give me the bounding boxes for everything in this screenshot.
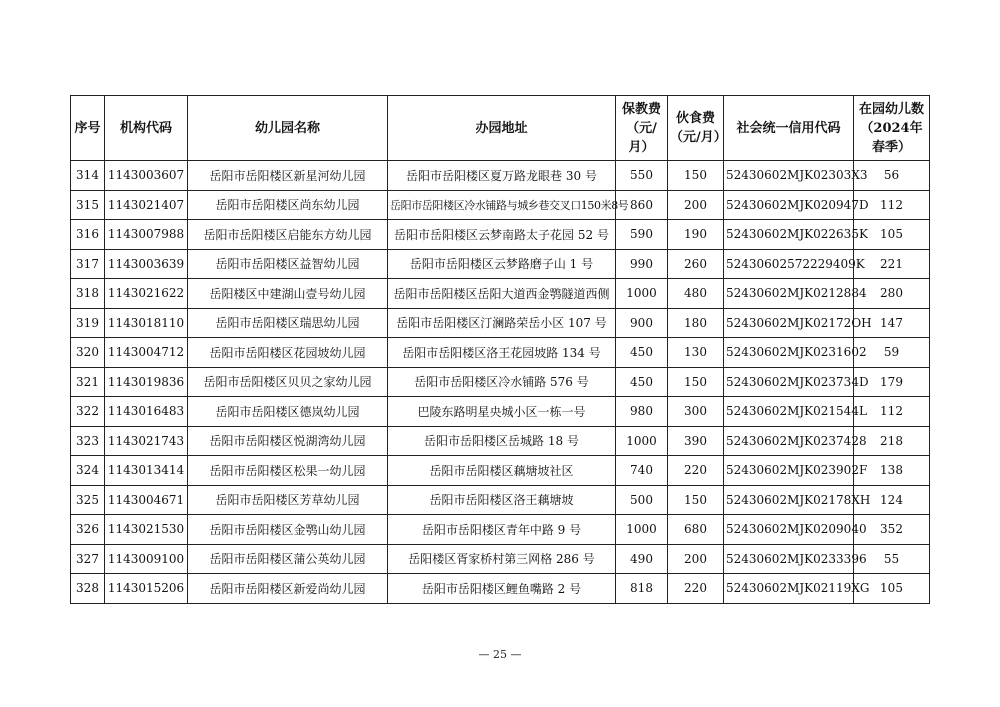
table-row xyxy=(71,308,930,338)
cell-seq: 327 xyxy=(71,544,105,574)
cell-enrolled: 147 xyxy=(854,308,930,338)
cell-seq: 324 xyxy=(71,456,105,486)
table-row xyxy=(71,574,930,604)
cell-enrolled: 221 xyxy=(854,249,930,279)
cell-code: 1143019836 xyxy=(105,367,188,397)
header-tuition: 保教费（元/月） xyxy=(616,96,668,161)
cell-credit: 52430602MJK023734D xyxy=(724,367,854,397)
cell-name: 岳阳市岳阳楼区德岚幼儿园 xyxy=(188,397,388,427)
cell-address: 岳阳市岳阳楼区岳城路 18 号 xyxy=(388,426,616,456)
cell-meal: 390 xyxy=(668,426,724,456)
table-row xyxy=(71,220,930,250)
cell-credit: 52430602MJK0233396 xyxy=(724,544,854,574)
cell-code: 1143021407 xyxy=(105,190,188,220)
cell-address: 岳阳市岳阳楼区洛王藕塘坡 xyxy=(388,485,616,515)
cell-enrolled: 105 xyxy=(854,220,930,250)
cell-tuition: 1000 xyxy=(616,426,668,456)
cell-tuition: 490 xyxy=(616,544,668,574)
cell-name: 岳阳市岳阳楼区新爱尚幼儿园 xyxy=(188,574,388,604)
cell-code: 1143009100 xyxy=(105,544,188,574)
cell-enrolled: 280 xyxy=(854,279,930,309)
table-row xyxy=(71,249,930,279)
cell-tuition: 450 xyxy=(616,367,668,397)
cell-tuition: 990 xyxy=(616,249,668,279)
cell-enrolled: 56 xyxy=(854,161,930,191)
cell-tuition: 550 xyxy=(616,161,668,191)
table-row xyxy=(71,426,930,456)
cell-name: 岳阳市岳阳楼区金鹗山幼儿园 xyxy=(188,515,388,545)
cell-credit: 52430602MJK0237428 xyxy=(724,426,854,456)
cell-enrolled: 124 xyxy=(854,485,930,515)
cell-name: 岳阳市岳阳楼区启能东方幼儿园 xyxy=(188,220,388,250)
cell-meal: 480 xyxy=(668,279,724,309)
cell-tuition: 1000 xyxy=(616,515,668,545)
cell-enrolled: 112 xyxy=(854,397,930,427)
cell-seq: 321 xyxy=(71,367,105,397)
cell-code: 1143018110 xyxy=(105,308,188,338)
cell-meal: 680 xyxy=(668,515,724,545)
cell-credit: 52430602572229409K xyxy=(724,249,854,279)
cell-name: 岳阳楼区中建湖山壹号幼儿园 xyxy=(188,279,388,309)
cell-seq: 315 xyxy=(71,190,105,220)
cell-credit: 52430602MJK02178XH xyxy=(724,485,854,515)
cell-tuition: 980 xyxy=(616,397,668,427)
cell-name: 岳阳市岳阳楼区花园坡幼儿园 xyxy=(188,338,388,368)
cell-tuition: 818 xyxy=(616,574,668,604)
cell-name: 岳阳市岳阳楼区松果一幼儿园 xyxy=(188,456,388,486)
cell-name: 岳阳市岳阳楼区芳草幼儿园 xyxy=(188,485,388,515)
cell-meal: 200 xyxy=(668,544,724,574)
cell-code: 1143003607 xyxy=(105,161,188,191)
table-row xyxy=(71,338,930,368)
cell-address: 岳阳楼区胥家桥村第三网格 286 号 xyxy=(388,544,616,574)
table-row xyxy=(71,279,930,309)
cell-code: 1143003639 xyxy=(105,249,188,279)
cell-seq: 318 xyxy=(71,279,105,309)
cell-code: 1143021530 xyxy=(105,515,188,545)
header-code: 机构代码 xyxy=(105,96,188,161)
cell-tuition: 590 xyxy=(616,220,668,250)
cell-meal: 300 xyxy=(668,397,724,427)
cell-code: 1143004671 xyxy=(105,485,188,515)
cell-seq: 325 xyxy=(71,485,105,515)
page-number: — 25 — xyxy=(478,648,522,661)
cell-credit: 52430602MJK02303X3 xyxy=(724,161,854,191)
cell-name: 岳阳市岳阳楼区新星河幼儿园 xyxy=(188,161,388,191)
table-row xyxy=(71,515,930,545)
cell-name: 岳阳市岳阳楼区尚东幼儿园 xyxy=(188,190,388,220)
cell-name: 岳阳市岳阳楼区瑞思幼儿园 xyxy=(188,308,388,338)
table-row xyxy=(71,397,930,427)
cell-enrolled: 352 xyxy=(854,515,930,545)
cell-name: 岳阳市岳阳楼区益智幼儿园 xyxy=(188,249,388,279)
cell-tuition: 740 xyxy=(616,456,668,486)
table-row xyxy=(71,190,930,220)
cell-credit: 52430602MJK02172OH xyxy=(724,308,854,338)
cell-meal: 260 xyxy=(668,249,724,279)
cell-address: 岳阳市岳阳楼区冷水铺路与城乡巷交叉口150米8号 xyxy=(388,190,616,220)
table-row xyxy=(71,161,930,191)
cell-enrolled: 179 xyxy=(854,367,930,397)
cell-meal: 150 xyxy=(668,161,724,191)
cell-address: 岳阳市岳阳楼区云梦南路太子花园 52 号 xyxy=(388,220,616,250)
cell-code: 1143021743 xyxy=(105,426,188,456)
cell-seq: 326 xyxy=(71,515,105,545)
cell-tuition: 860 xyxy=(616,190,668,220)
cell-name: 岳阳市岳阳楼区贝贝之家幼儿园 xyxy=(188,367,388,397)
cell-credit: 52430602MJK0231602 xyxy=(724,338,854,368)
table-body xyxy=(71,161,930,604)
cell-code: 1143016483 xyxy=(105,397,188,427)
cell-credit: 52430602MJK0209040 xyxy=(724,515,854,545)
cell-address: 岳阳市岳阳楼区岳阳大道西金鹗隧道西侧 xyxy=(388,279,616,309)
cell-code: 1143004712 xyxy=(105,338,188,368)
cell-meal: 180 xyxy=(668,308,724,338)
cell-meal: 200 xyxy=(668,190,724,220)
cell-address: 岳阳市岳阳楼区夏万路龙眼巷 30 号 xyxy=(388,161,616,191)
cell-seq: 323 xyxy=(71,426,105,456)
kindergarten-table xyxy=(70,95,930,604)
header-name: 幼儿园名称 xyxy=(188,96,388,161)
cell-enrolled: 138 xyxy=(854,456,930,486)
cell-address: 岳阳市岳阳楼区云梦路磨子山 1 号 xyxy=(388,249,616,279)
table-row xyxy=(71,485,930,515)
cell-seq: 319 xyxy=(71,308,105,338)
cell-tuition: 900 xyxy=(616,308,668,338)
cell-address: 岳阳市岳阳楼区洛王花园坡路 134 号 xyxy=(388,338,616,368)
cell-code: 1143013414 xyxy=(105,456,188,486)
table-row xyxy=(71,544,930,574)
header-credit: 社会统一信用代码 xyxy=(724,96,854,161)
cell-meal: 220 xyxy=(668,574,724,604)
cell-enrolled: 112 xyxy=(854,190,930,220)
header-seq: 序号 xyxy=(71,96,105,161)
cell-meal: 130 xyxy=(668,338,724,368)
cell-tuition: 450 xyxy=(616,338,668,368)
cell-credit: 52430602MJK020947D xyxy=(724,190,854,220)
cell-tuition: 1000 xyxy=(616,279,668,309)
cell-meal: 190 xyxy=(668,220,724,250)
cell-seq: 317 xyxy=(71,249,105,279)
cell-seq: 314 xyxy=(71,161,105,191)
header-enrolled: 在园幼儿数（2024年春季） xyxy=(854,96,930,161)
cell-meal: 220 xyxy=(668,456,724,486)
cell-credit: 52430602MJK022635K xyxy=(724,220,854,250)
table-row xyxy=(71,456,930,486)
cell-seq: 328 xyxy=(71,574,105,604)
cell-enrolled: 218 xyxy=(854,426,930,456)
header-meal: 伙食费（元/月） xyxy=(668,96,724,161)
cell-meal: 150 xyxy=(668,367,724,397)
cell-enrolled: 105 xyxy=(854,574,930,604)
cell-meal: 150 xyxy=(668,485,724,515)
cell-address: 岳阳市岳阳楼区鲤鱼嘴路 2 号 xyxy=(388,574,616,604)
cell-enrolled: 55 xyxy=(854,544,930,574)
cell-address: 巴陵东路明星央城小区一栋一号 xyxy=(388,397,616,427)
cell-code: 1143015206 xyxy=(105,574,188,604)
header-row xyxy=(71,96,930,161)
cell-credit: 52430602MJK0212884 xyxy=(724,279,854,309)
header-address: 办园地址 xyxy=(388,96,616,161)
cell-address: 岳阳市岳阳楼区青年中路 9 号 xyxy=(388,515,616,545)
table-row xyxy=(71,367,930,397)
cell-seq: 316 xyxy=(71,220,105,250)
cell-name: 岳阳市岳阳楼区悦湖湾幼儿园 xyxy=(188,426,388,456)
cell-seq: 322 xyxy=(71,397,105,427)
cell-code: 1143007988 xyxy=(105,220,188,250)
cell-credit: 52430602MJK02119XG xyxy=(724,574,854,604)
cell-code: 1143021622 xyxy=(105,279,188,309)
cell-name: 岳阳市岳阳楼区蒲公英幼儿园 xyxy=(188,544,388,574)
cell-seq: 320 xyxy=(71,338,105,368)
cell-credit: 52430602MJK021544L xyxy=(724,397,854,427)
cell-address: 岳阳市岳阳楼区藕塘坡社区 xyxy=(388,456,616,486)
cell-enrolled: 59 xyxy=(854,338,930,368)
cell-address: 岳阳市岳阳楼区汀澜路荣岳小区 107 号 xyxy=(388,308,616,338)
cell-credit: 52430602MJK023902F xyxy=(724,456,854,486)
cell-tuition: 500 xyxy=(616,485,668,515)
cell-address: 岳阳市岳阳楼区冷水铺路 576 号 xyxy=(388,367,616,397)
